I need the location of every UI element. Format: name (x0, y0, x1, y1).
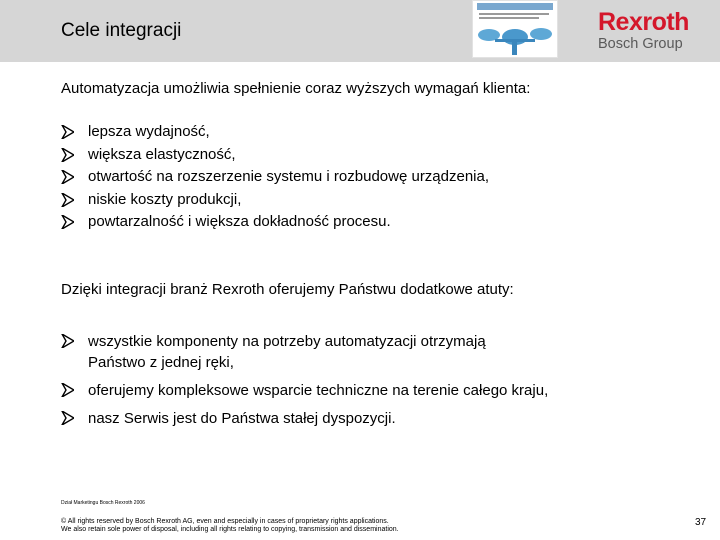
arrow-bullet-icon (61, 193, 74, 207)
list-item (61, 144, 489, 167)
slide-title: Cele integracji (61, 20, 182, 41)
list-item-text-continued: Państwo z jednej ręki, (88, 354, 234, 371)
arrow-bullet-icon (61, 411, 74, 425)
list-item-text: większa elastyczność, (88, 145, 236, 163)
list-item-text: lepsza wydajność, (88, 123, 210, 140)
list-item-text: powtarzalność i większa dokładność procesu. (88, 213, 391, 230)
page-number: 37 (695, 517, 707, 528)
rexroth-logo (598, 10, 689, 52)
arrow-bullet-icon (61, 170, 74, 184)
list-item-text: oferujemy kompleksowe wsparcie techniczne na terenie całego kraju, (88, 382, 549, 399)
footer-department: Dział Marketingu Bosch Rexroth 2006 (61, 500, 145, 506)
arrow-bullet-icon (61, 334, 74, 348)
list-item-text: nasz Serwis jest do Państwa stałej dyspozycji. (88, 410, 396, 427)
list-item-text: otwartość na rozszerzenie systemu i rozbudowę urządzenia, (88, 168, 490, 185)
list-item (61, 211, 489, 234)
arrow-bullet-icon (61, 148, 74, 162)
list-item (61, 380, 548, 401)
logo-wordmark: Rexroth (598, 8, 689, 36)
advantages-list (61, 331, 548, 436)
arrow-bullet-icon (61, 383, 74, 397)
list-item (61, 121, 489, 144)
requirements-list (61, 121, 489, 234)
list-item (61, 166, 489, 189)
arrow-bullet-icon (61, 215, 74, 229)
list-item-text: niskie koszty produkcji, (88, 190, 242, 208)
list-item-text: wszystkie komponenty na potrzeby automatyzacji otrzymają (88, 333, 486, 350)
advantages-intro: Dzięki integracji branż Rexroth oferujemy Państwu dodatkowe atuty: (61, 281, 514, 298)
list-item (61, 331, 548, 373)
cover-thumbnail-image (472, 0, 558, 58)
logo-subtitle: Bosch Group (598, 36, 683, 52)
copyright-line: We also retain sole power of disposal, including all rights relating to copying, transmission and dissemination. (61, 526, 399, 533)
header-bar (0, 0, 720, 62)
arrow-bullet-icon (61, 125, 74, 139)
list-item (61, 189, 489, 212)
footer-copyright (61, 518, 399, 534)
list-item (61, 408, 548, 429)
copyright-line: © All rights reserved by Bosch Rexroth AG, even and especially in cases of proprietary rights applications. (61, 518, 389, 525)
intro-text: Automatyzacja umożliwia spełnienie coraz wyższych wymagań klienta: (61, 80, 531, 97)
